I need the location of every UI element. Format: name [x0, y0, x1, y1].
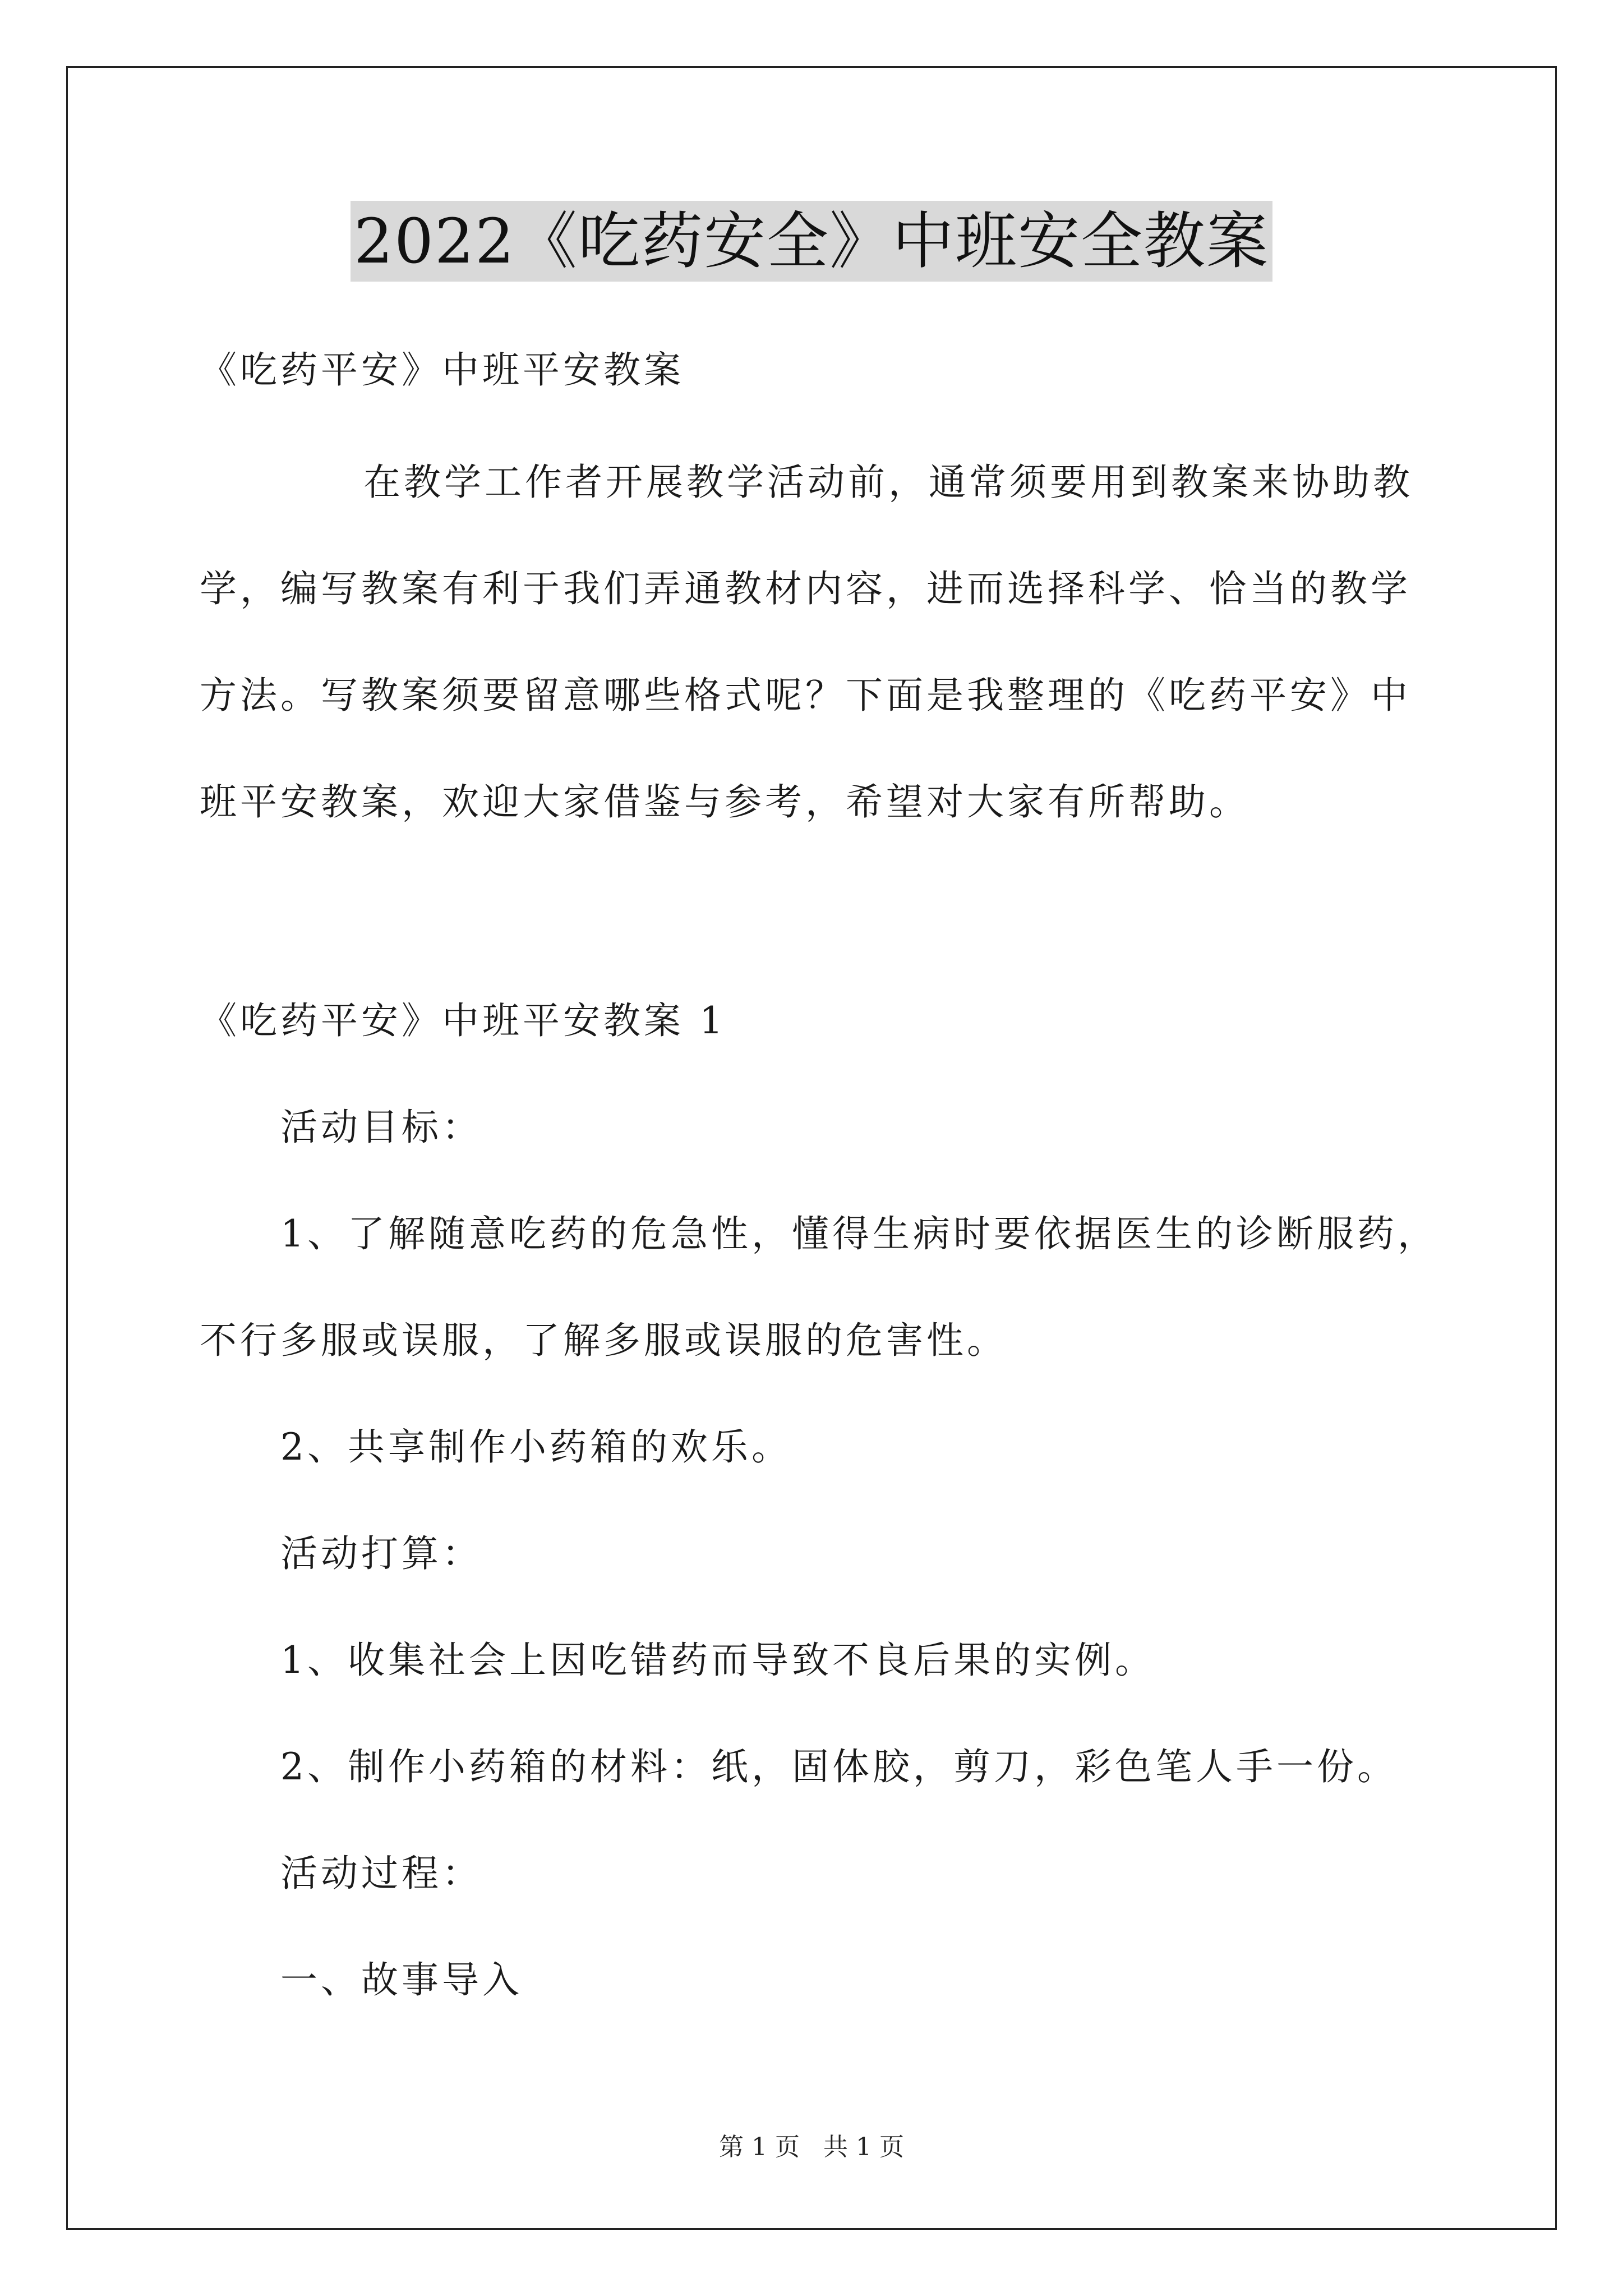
intro-line-4: 班平安教案，欢迎大家借鉴与参考，希望对大家有所帮助。 — [200, 780, 1249, 823]
intro-line-1: 在教学工作者开展教学活动前，通常须要用到教案来协助教 — [363, 461, 1413, 504]
process-heading: 活动过程： — [280, 1852, 482, 1895]
goal-heading: 活动目标： — [280, 1106, 482, 1149]
document-title: 2022《吃药安全》中班安全教案 — [351, 201, 1272, 282]
intro-line-3: 方法。写教案须要留意哪些格式呢？下面是我整理的《吃药平安》中 — [200, 674, 1411, 717]
page-footer: 第 1 页 共 1 页 — [719, 2133, 904, 2161]
section-heading: 《吃药平安》中班平安教案 1 — [200, 999, 726, 1042]
goal-2: 2、共享制作小药箱的欢乐。 — [280, 1425, 792, 1469]
intro-line-2: 学，编写教案有利于我们弄通教材内容，进而选择科学、恰当的教学 — [200, 567, 1411, 610]
prep-2: 2、制作小药箱的材料：纸，固体胶，剪刀，彩色笔人手一份。 — [280, 1745, 1398, 1788]
title-container — [0, 201, 1623, 282]
goal-1-line-1: 1、了解随意吃药的危急性，懂得生病时要依据医生的诊断服药， — [280, 1212, 1438, 1255]
document-subtitle: 《吃药平安》中班平安教案 — [200, 348, 684, 392]
prep-heading: 活动打算： — [280, 1532, 482, 1575]
prep-1: 1、收集社会上因吃错药而导致不良后果的实例。 — [280, 1639, 1155, 1682]
process-1: 一、故事导入 — [280, 1958, 523, 2001]
goal-1-line-2: 不行多服或误服，了解多服或误服的危害性。 — [200, 1319, 1007, 1362]
